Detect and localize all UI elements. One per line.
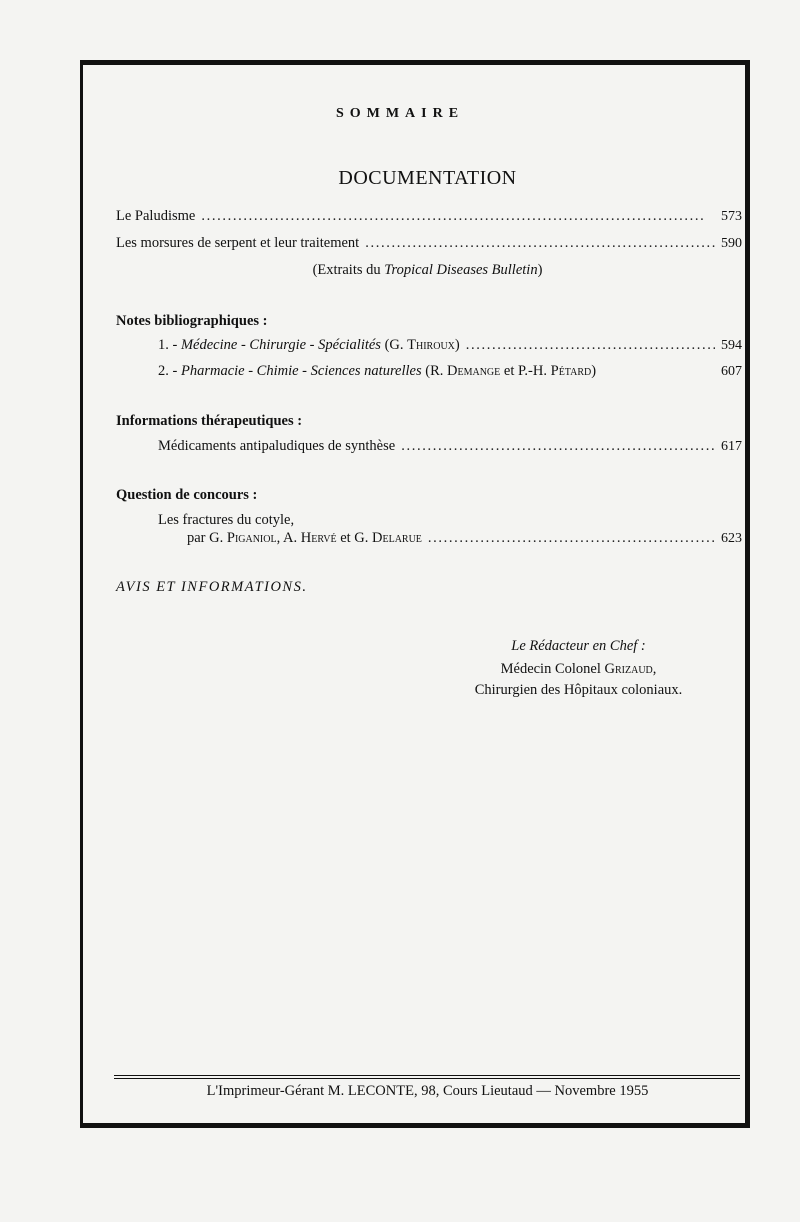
concours-title: Les fractures du cotyle, (158, 512, 295, 528)
entry-authors: par G. Piganiol, A. Hervé et G. Delarue (187, 530, 422, 546)
footer-rule (114, 1078, 740, 1079)
page-number: 573 (721, 209, 742, 224)
entry-title: Le Paludisme (116, 208, 196, 224)
page-number: 607 (721, 364, 742, 379)
toc-entry (158, 438, 742, 458)
dot-leader (428, 530, 715, 547)
toc-entry (116, 208, 742, 228)
section-title: DOCUMENTATION (338, 167, 517, 189)
source-note: (Extraits du Tropical Diseases Bulletin) (312, 262, 543, 278)
page-number: 590 (721, 236, 742, 251)
redacteur-title: Le Rédacteur en Chef : (511, 638, 646, 654)
page-number: 623 (721, 531, 742, 546)
redacteur-role: Chirurgien des Hôpitaux coloniaux. (474, 682, 683, 698)
dot-leader (466, 337, 715, 354)
dot-leader (201, 208, 715, 225)
toc-entry (187, 530, 742, 550)
informations-heading: Informations thérapeutiques : (116, 413, 303, 429)
entry-title: 1. - Médecine - Chirurgie - Spécialités (G. Thiroux) (158, 337, 460, 353)
page-number: 617 (721, 439, 742, 454)
source-journal: Tropical Diseases Bulletin (384, 262, 538, 278)
dot-leader (365, 235, 715, 252)
concours-heading: Question de concours : (116, 487, 258, 503)
notes-heading: Notes bibliographiques : (116, 313, 268, 329)
entry-title: 2. - Pharmacie - Chimie - Sciences naturelles (R. Demange et P.-H. Pétard) (158, 363, 597, 379)
footer-rule (114, 1075, 740, 1076)
avis-heading: AVIS ET INFORMATIONS. (116, 579, 308, 595)
entry-title: Médicaments antipaludiques de synthèse (158, 438, 396, 454)
entry-title: Les morsures de serpent et leur traitement (116, 235, 360, 251)
toc-entry (158, 363, 742, 383)
dot-leader (401, 438, 715, 455)
imprint: L'Imprimeur-Gérant M. LECONTE, 98, Cours Lieutaud — Novembre 1955 (206, 1083, 649, 1099)
toc-entry (158, 337, 742, 357)
redacteur-name: Médecin Colonel Grizaud, (500, 661, 657, 677)
sommaire-title: SOMMAIRE (335, 106, 465, 121)
page-number: 594 (721, 338, 742, 353)
toc-entry (116, 235, 742, 255)
